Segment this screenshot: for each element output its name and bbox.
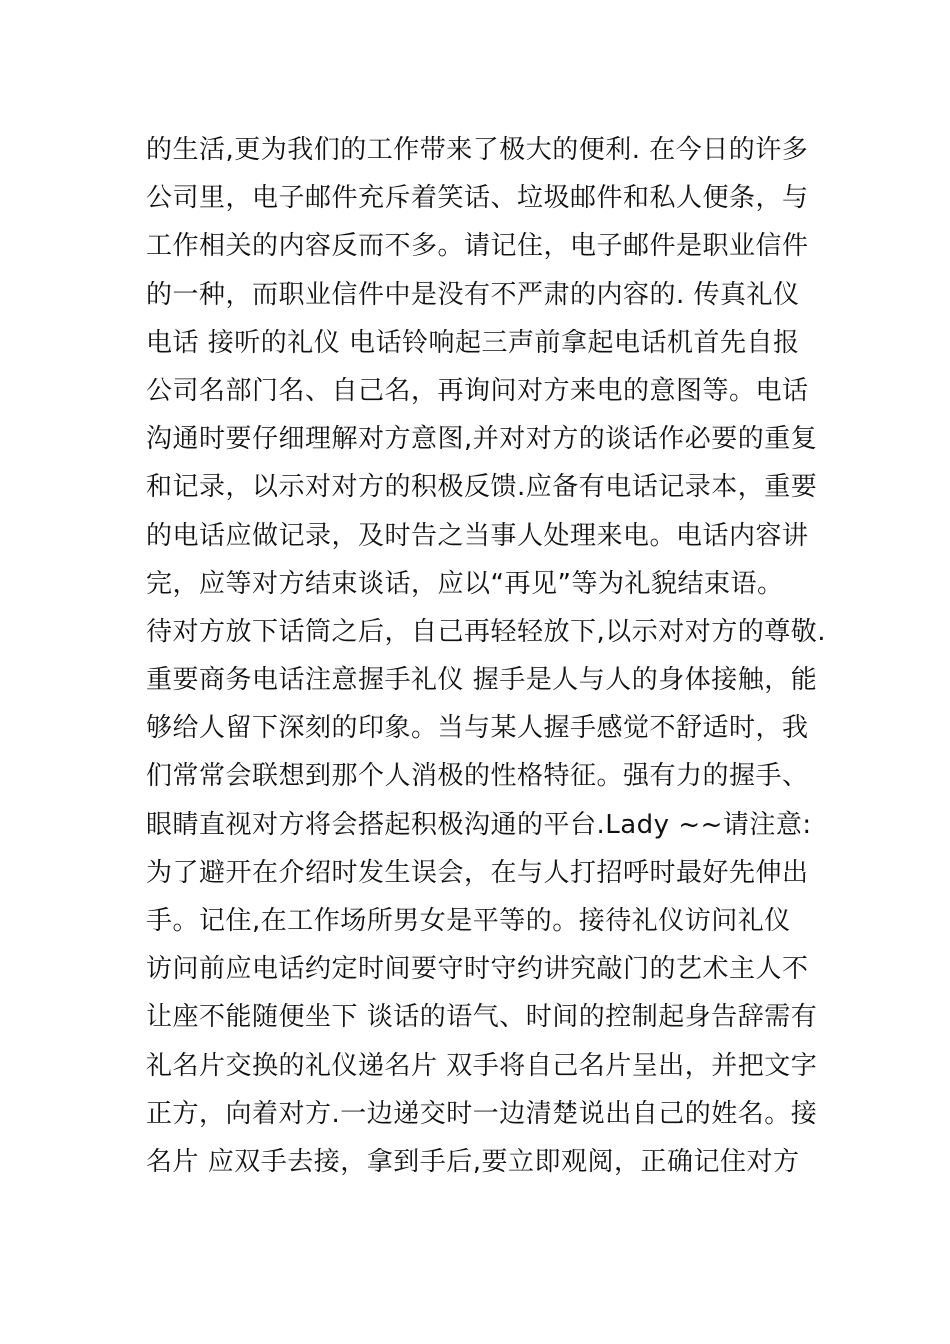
text-line: 电话 接听的礼仪 电话铃响起三声前拿起电话机首先自报 <box>146 327 800 358</box>
text-line: 正方，向着对方.一边递交时一边清楚说出自己的姓名。接 <box>146 1098 818 1129</box>
text-line: 和记录，以示对对方的积极反馈.应备有电话记录本，重要 <box>146 472 818 503</box>
text-line: 名片 应双手去接，拿到手后,要立即观阅，正确记住对方 <box>146 1146 800 1177</box>
document-body <box>146 126 827 1186</box>
text-line: 为了避开在介绍时发生误会，在与人打招呼时最好先伸出 <box>146 857 809 888</box>
text-line: 工作相关的内容反而不多。请记住，电子邮件是职业信件 <box>146 231 809 262</box>
text-line: 礼名片交换的礼仪递名片 双手将自己名片呈出，并把文字 <box>146 1050 818 1081</box>
text-line: 公司名部门名、自己名，再询问对方来电的意图等。电话 <box>146 375 809 406</box>
text-line: 的生活,更为我们的工作带来了极大的便利. 在今日的许多 <box>146 135 809 165</box>
text-line: 眼睛直视对方将会搭起积极沟通的平台.Lady ~~请注意: <box>146 809 812 840</box>
text-line: 访问前应电话约定时间要守时守约讲究敲门的艺术主人不 <box>146 954 809 985</box>
text-line: 的电话应做记录，及时告之当事人处理来电。电话内容讲 <box>146 520 809 551</box>
text-line: 够给人留下深刻的印象。当与某人握手感觉不舒适时，我 <box>146 713 809 744</box>
text-line: 的一种，而职业信件中是没有不严肃的内容的. 传真礼仪 <box>146 279 800 310</box>
text-line: 完，应等对方结束谈话，应以“再见”等为礼貌结束语。 <box>146 568 784 599</box>
text-line: 重要商务电话注意握手礼仪 握手是人与人的身体接触，能 <box>146 665 818 696</box>
text-line: 们常常会联想到那个人消极的性格特征。强有力的握手、 <box>146 761 809 792</box>
text-line: 手。记住,在工作场所男女是平等的。接待礼仪访问礼仪 <box>146 906 791 936</box>
text-line: 待对方放下话筒之后，自己再轻轻放下,以示对对方的尊敬. <box>146 616 827 647</box>
text-line: 公司里，电子邮件充斥着笑话、垃圾邮件和私人便条，与 <box>146 183 809 214</box>
text-line: 沟通时要仔细理解对方意图,并对对方的谈话作必要的重复 <box>146 424 818 455</box>
text-line: 让座不能随便坐下 谈话的语气、时间的控制起身告辞需有 <box>146 1002 818 1033</box>
